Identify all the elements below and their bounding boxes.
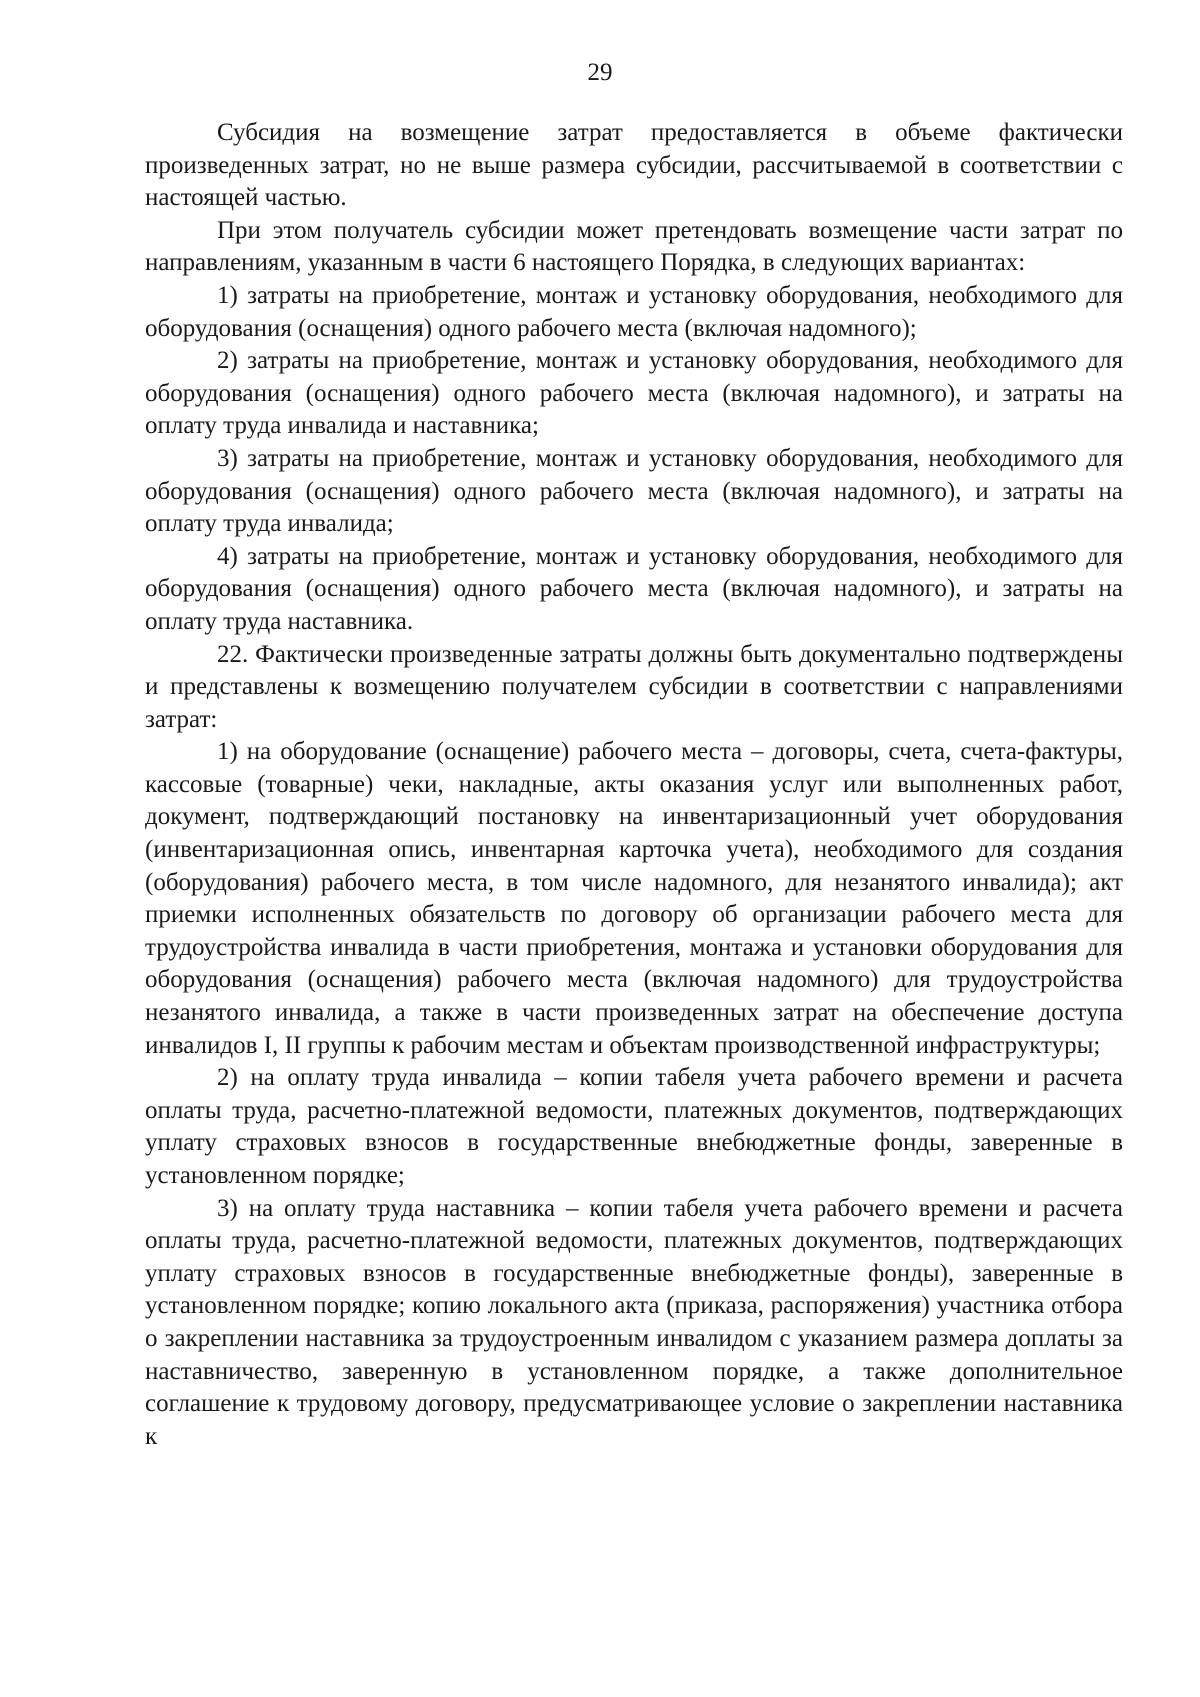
paragraph-reimbursement-options: При этом получатель субсидии может претендовать возмещение части затрат по направлениям, указанным в части 6 настоящего Порядка, в следующих вариантах:: [145, 216, 1123, 277]
documents-item-2-disabled-wages: 2) на оплату труда инвалида – копии табеля учета рабочего времени и расчета оплаты труда, расчетно-платежной ведомости, платежных документов, подтверждающих уплату страховых взносов в государственные внебюджетные фонды, заверенные в установленном порядке;: [145, 1064, 1123, 1189]
documents-item-3-mentor-wages: 3) на оплату труда наставника – копии табеля учета рабочего времени и расчета оплаты труда, расчетно-платежной ведомости, платежных документов, подтверждающих уплату страховых взносов в государственные внебюджетные фонды), заверенные в установленном порядке; копию локального акта (приказа, распоряжения) участника отбора о закреплении наставника за трудоустроенным инвалидом с указанием размера доплаты за наставничество, заверенную в установленном порядке, а также дополнительное соглашение к трудовому договору, предусматривающее условие о закреплении наставника к: [145, 1194, 1123, 1450]
document-body: [145, 117, 1123, 1453]
documents-item-1-equipment: 1) на оборудование (оснащение) рабочего места – договоры, счета, счета-фактуры, кассовые (товарные) чеки, накладные, акты оказания услуг или выполненных работ, документ, подтверждающий постановку на инвентаризационный учет оборудования (инвентаризационная опись, инвентарная карточка учета), необходимого для создания (оборудования) рабочего места, в том числе надомного, для незанятого инвалида); акт приемки исполненных обязательств по договору об организации рабочего места для трудоустройства инвалида в части приобретения, монтажа и установки оборудования для оборудования (оснащения) рабочего места (включая надомного) для трудоустройства незанятого инвалида, а также в части произведенных затрат на обеспечение доступа инвалидов I, II группы к рабочим местам и объектам производственной инфраструктуры;: [145, 738, 1123, 1059]
option-item-4: 4) затраты на приобретение, монтаж и установку оборудования, необходимого для оборудования (оснащения) одного рабочего места (включая надомного), и затраты на оплату труда наставника.: [145, 542, 1123, 635]
option-item-3: 3) затраты на приобретение, монтаж и установку оборудования, необходимого для оборудования (оснащения) одного рабочего места (включая надомного), и затраты на оплату труда инвалида;: [145, 444, 1123, 538]
page-number: 29: [587, 59, 613, 86]
paragraph-subsidy-volume: Субсидия на возмещение затрат предоставляется в объеме фактически произведенных затрат, но не выше размера субсидии, рассчитываемой в соответствии с настоящей частью.: [145, 119, 1123, 212]
option-item-1: 1) затраты на приобретение, монтаж и установку оборудования, необходимого для оборудования (оснащения) одного рабочего места (включая надомного);: [145, 281, 1123, 342]
option-item-2: 2) затраты на приобретение, монтаж и установку оборудования, необходимого для оборудования (оснащения) одного рабочего места (включая надомного), и затраты на оплату труда инвалида и наставника;: [145, 347, 1123, 440]
clause-22: 22. Фактически произведенные затраты должны быть документально подтверждены и представлены к возмещению получателем субсидии в соответствии с направлениями затрат:: [145, 640, 1123, 733]
